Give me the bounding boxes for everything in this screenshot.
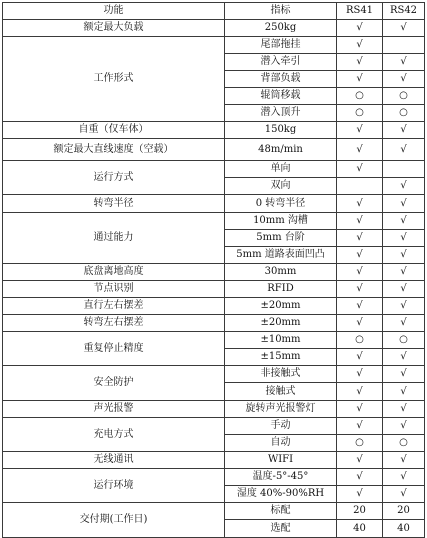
rs41-cell: √ — [337, 37, 383, 54]
table-row — [3, 139, 425, 161]
indicator-cell: 标配 — [225, 503, 337, 520]
rs42-cell — [383, 37, 425, 54]
function-cell: 重复停止精度 — [3, 332, 225, 366]
rs41-cell: √ — [337, 383, 383, 401]
indicator-cell: 选配 — [225, 520, 337, 538]
indicator-cell: 接触式 — [225, 383, 337, 401]
rs42-cell: √ — [383, 366, 425, 383]
table-row — [3, 122, 425, 139]
indicator-cell: 5mm 道路表面凹凸 — [225, 247, 337, 264]
rs42-cell: √ — [383, 54, 425, 71]
indicator-cell: ±15mm — [225, 349, 337, 366]
rs41-cell: 40 — [337, 520, 383, 538]
indicator-cell: 背部负载 — [225, 71, 337, 88]
indicator-cell: RFID — [225, 281, 337, 298]
function-cell: 额定最大负载 — [3, 20, 225, 37]
header-indicator: 指标 — [225, 3, 337, 20]
rs42-cell: ○ — [383, 435, 425, 452]
indicator-cell: 非接触式 — [225, 366, 337, 383]
rs42-cell: √ — [383, 71, 425, 88]
indicator-cell: 自动 — [225, 435, 337, 452]
rs41-cell: √ — [337, 469, 383, 486]
function-cell: 直行左右摆差 — [3, 298, 225, 315]
rs41-cell: √ — [337, 139, 383, 161]
rs41-cell: ○ — [337, 435, 383, 452]
indicator-cell: 单向 — [225, 161, 337, 178]
rs42-cell: √ — [383, 383, 425, 401]
rs42-cell: √ — [383, 401, 425, 418]
rs42-cell: 40 — [383, 520, 425, 538]
rs42-cell — [383, 161, 425, 178]
table-row — [3, 213, 425, 230]
function-cell: 额定最大直线速度（空载） — [3, 139, 225, 161]
indicator-cell: 30mm — [225, 264, 337, 281]
rs41-cell: √ — [337, 486, 383, 503]
header-rs41: RS41 — [337, 3, 383, 20]
table-row — [3, 401, 425, 418]
indicator-cell: 手动 — [225, 418, 337, 435]
indicator-cell: 250kg — [225, 20, 337, 37]
table-row — [3, 452, 425, 469]
rs41-cell: ○ — [337, 105, 383, 122]
indicator-cell: ±10mm — [225, 332, 337, 349]
table-row — [3, 315, 425, 332]
table-row — [3, 20, 425, 37]
rs41-cell: √ — [337, 122, 383, 139]
rs41-cell: √ — [337, 71, 383, 88]
indicator-cell: 0 转弯半径 — [225, 195, 337, 213]
table-row — [3, 503, 425, 520]
indicator-cell: 潜入顶升 — [225, 105, 337, 122]
rs42-cell: √ — [383, 264, 425, 281]
rs42-cell: ○ — [383, 88, 425, 105]
table-row — [3, 332, 425, 349]
indicator-cell: 潜入牵引 — [225, 54, 337, 71]
rs41-cell: √ — [337, 281, 383, 298]
rs41-cell: √ — [337, 452, 383, 469]
rs41-cell: √ — [337, 54, 383, 71]
table-row — [3, 418, 425, 435]
indicator-cell: 双向 — [225, 178, 337, 195]
rs42-cell: √ — [383, 281, 425, 298]
rs42-cell: ○ — [383, 332, 425, 349]
function-cell: 运行环境 — [3, 469, 225, 503]
indicator-cell: ±20mm — [225, 298, 337, 315]
function-cell: 交付期(工作日) — [3, 503, 225, 538]
rs41-cell: 20 — [337, 503, 383, 520]
indicator-cell: 10mm 沟槽 — [225, 213, 337, 230]
indicator-cell: 尾部拖挂 — [225, 37, 337, 54]
rs41-cell: √ — [337, 298, 383, 315]
indicator-cell: 150kg — [225, 122, 337, 139]
indicator-cell: 5mm 台阶 — [225, 230, 337, 247]
function-cell: 通过能力 — [3, 213, 225, 264]
indicator-cell: 48m/min — [225, 139, 337, 161]
rs41-cell — [337, 178, 383, 195]
function-cell: 运行方式 — [3, 161, 225, 195]
rs42-cell: √ — [383, 418, 425, 435]
table-row — [3, 161, 425, 178]
indicator-cell: 辊筒移载 — [225, 88, 337, 105]
rs42-cell: √ — [383, 315, 425, 332]
function-cell: 安全防护 — [3, 366, 225, 401]
function-cell: 声光报警 — [3, 401, 225, 418]
rs41-cell: √ — [337, 161, 383, 178]
rs41-cell: ○ — [337, 88, 383, 105]
rs42-cell: 20 — [383, 503, 425, 520]
table-row — [3, 469, 425, 486]
rs41-cell: √ — [337, 230, 383, 247]
table-row — [3, 281, 425, 298]
spec-table-body — [3, 3, 425, 538]
rs42-cell: √ — [383, 247, 425, 264]
rs42-cell: √ — [383, 486, 425, 503]
rs42-cell: √ — [383, 178, 425, 195]
function-cell: 自重（仅车体） — [3, 122, 225, 139]
spec-table — [2, 2, 425, 538]
rs42-cell: √ — [383, 349, 425, 366]
indicator-cell: 湿度 40%-90%RH — [225, 486, 337, 503]
rs42-cell: √ — [383, 213, 425, 230]
rs41-cell: √ — [337, 401, 383, 418]
rs41-cell: √ — [337, 264, 383, 281]
rs41-cell: √ — [337, 20, 383, 37]
rs41-cell: √ — [337, 213, 383, 230]
indicator-cell: ±20mm — [225, 315, 337, 332]
header-row — [3, 3, 425, 20]
table-row — [3, 264, 425, 281]
rs41-cell: √ — [337, 195, 383, 213]
table-row — [3, 37, 425, 54]
function-cell: 充电方式 — [3, 418, 225, 452]
table-row — [3, 366, 425, 383]
header-function: 功能 — [3, 3, 225, 20]
function-cell: 工作形式 — [3, 37, 225, 122]
rs41-cell: √ — [337, 366, 383, 383]
indicator-cell: 温度-5°-45° — [225, 469, 337, 486]
rs42-cell: √ — [383, 139, 425, 161]
table-row — [3, 195, 425, 213]
rs42-cell: √ — [383, 230, 425, 247]
rs42-cell: √ — [383, 469, 425, 486]
rs41-cell: √ — [337, 247, 383, 264]
indicator-cell: WIFI — [225, 452, 337, 469]
rs42-cell: √ — [383, 452, 425, 469]
rs42-cell: √ — [383, 195, 425, 213]
function-cell: 转弯半径 — [3, 195, 225, 213]
rs42-cell: ○ — [383, 105, 425, 122]
function-cell: 节点识别 — [3, 281, 225, 298]
function-cell: 底盘离地高度 — [3, 264, 225, 281]
rs41-cell: √ — [337, 315, 383, 332]
rs41-cell: √ — [337, 418, 383, 435]
rs42-cell: √ — [383, 298, 425, 315]
rs41-cell: ○ — [337, 332, 383, 349]
rs42-cell: √ — [383, 20, 425, 37]
header-rs42: RS42 — [383, 3, 425, 20]
rs41-cell: √ — [337, 349, 383, 366]
rs42-cell: √ — [383, 122, 425, 139]
function-cell: 无线通讯 — [3, 452, 225, 469]
function-cell: 转弯左右摆差 — [3, 315, 225, 332]
indicator-cell: 旋转声光报警灯 — [225, 401, 337, 418]
table-row — [3, 298, 425, 315]
